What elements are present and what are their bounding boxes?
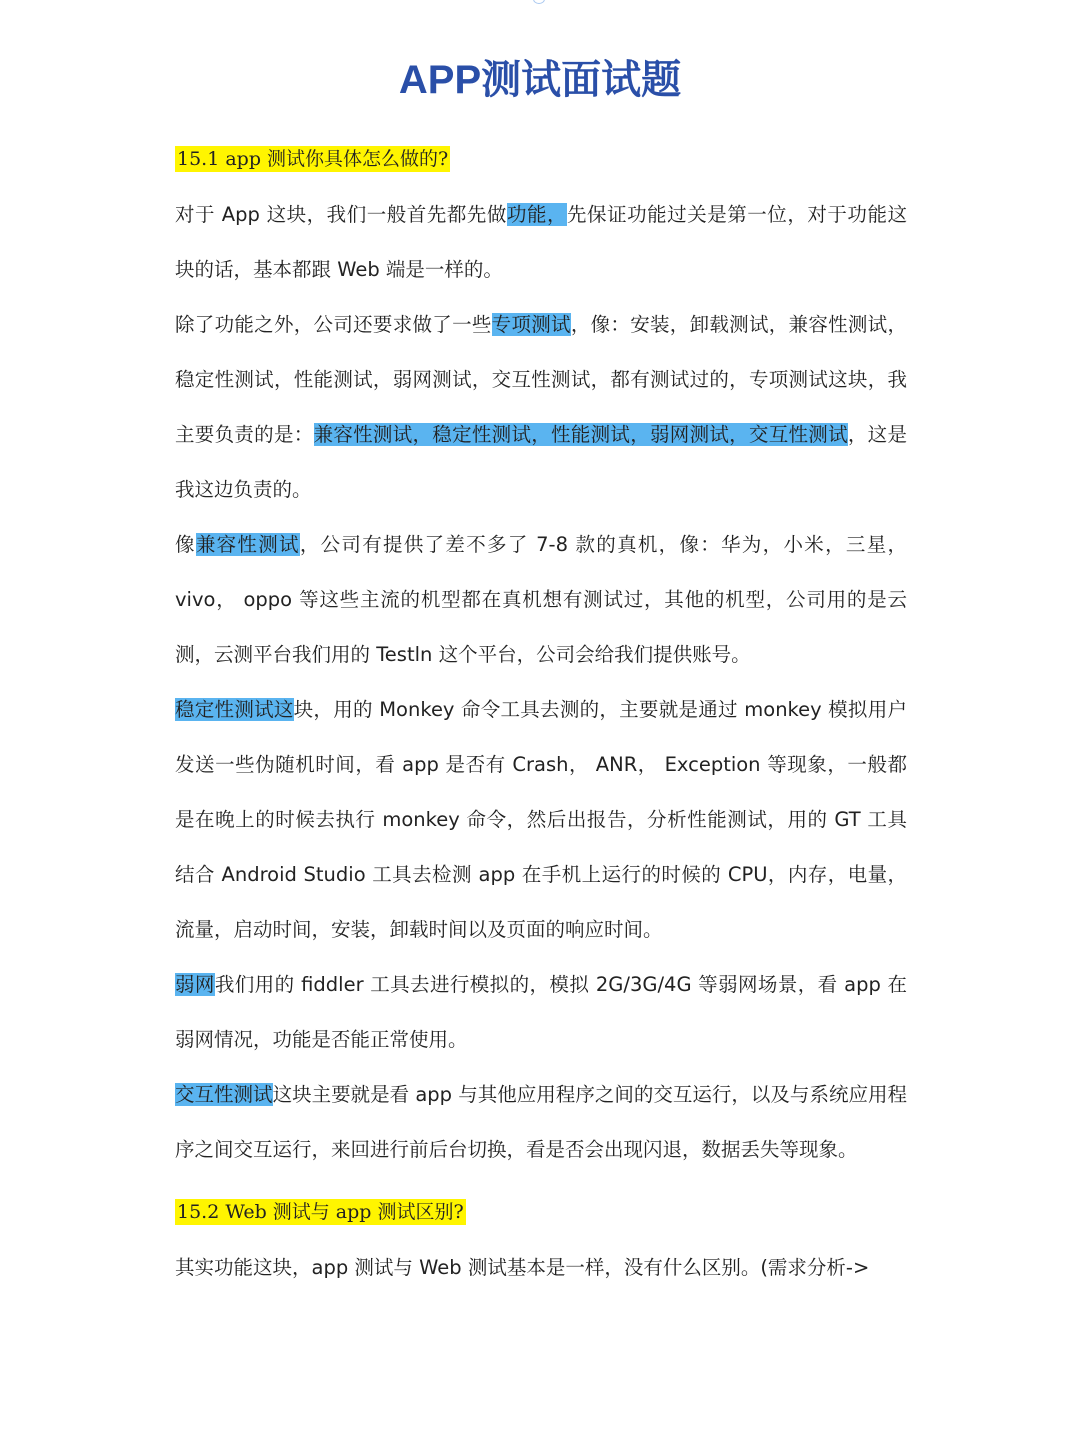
text: 对于 App 这块，我们一般首先都先做: [175, 203, 507, 226]
text: 除了功能之外，公司还要求做了一些: [175, 313, 492, 336]
keyword-highlight: 兼容性测试，稳定性测试，性能测试，弱网测试，交互性测试: [313, 423, 848, 446]
paragraph-functional: [175, 187, 907, 297]
keyword-highlight: 稳定性测试这: [175, 698, 294, 721]
spacer: [175, 1177, 907, 1185]
paragraph-interaction: [175, 1067, 907, 1177]
paragraph-weak-network: [175, 957, 907, 1067]
text: 先保证功能过关是第一位，对于功能这块的话，基本都跟 Web 端是一样的。: [175, 203, 907, 281]
paragraph-stability: [175, 682, 907, 957]
page-title: APP测试面试题: [398, 58, 682, 102]
text: 这块主要就是看 app 与其他应用程序之间的交互运行，以及与系统应用程序之间交互运行，来回进行前后台切换，看是否会出现闪退，数据丢失等现象。: [175, 1083, 907, 1161]
keyword-highlight: 专项测试: [491, 313, 571, 336]
section-heading-text: 15.2 Web 测试与 app 测试区别?: [177, 1201, 464, 1223]
keyword-highlight: 弱网: [175, 973, 215, 996]
paragraph-special-tests: [175, 297, 907, 517]
text: 我们用的 fiddler 工具去进行模拟的，模拟 2G/3G/4G 等弱网场景，看 app 在弱网情况，功能是否能正常使用。: [175, 973, 907, 1051]
top-decoration-icon: [533, 0, 545, 4]
section-heading-15-1: [175, 132, 907, 187]
text: 块，用的 Monkey 命令工具去测的，主要就是通过 monkey 模拟用户发送一些伪随机时间，看 app 是否有 Crash， ANR， Exception 等现象，一般都是在晚上的时候去执行 monkey 命令，然后出报告，分析性能测试，用的 GT 工具结合 Android Studio 工具去检测 app 在手机上运行的时候的 CPU，内存，电量，流量，启动时间，安装，卸载时间以及页面的响应时间。: [175, 698, 907, 941]
document-body: [175, 132, 907, 1295]
keyword-highlight: 兼容性测试: [195, 533, 300, 556]
text: ，这是我这边负责的。: [175, 423, 907, 501]
section-heading-text: 15.1 app 测试你具体怎么做的?: [177, 148, 449, 170]
paragraph-compatibility: [175, 517, 907, 682]
keyword-highlight: 功能，: [506, 203, 568, 226]
text: ，像：安装，卸载测试，兼容性测试，稳定性测试，性能测试，弱网测试，交互性测试，都有测试过的，专项测试这块，我主要负责的是：: [175, 313, 907, 446]
paragraph-web-vs-app: 其实功能这块，app 测试与 Web 测试基本是一样，没有什么区别。(需求分析->: [175, 1256, 870, 1279]
text: ，公司有提供了差不多了 7-8 款的真机，像：华为，小米，三星，vivo， oppo 等这些主流的机型都在真机想有测试过，其他的机型，公司用的是云测，云测平台我们用的 Testln 这个平台，公司会给我们提供账号。: [175, 533, 907, 666]
section-heading-15-2: [175, 1185, 907, 1240]
keyword-highlight: 交互性测试: [175, 1083, 273, 1106]
text: 像: [175, 533, 196, 556]
